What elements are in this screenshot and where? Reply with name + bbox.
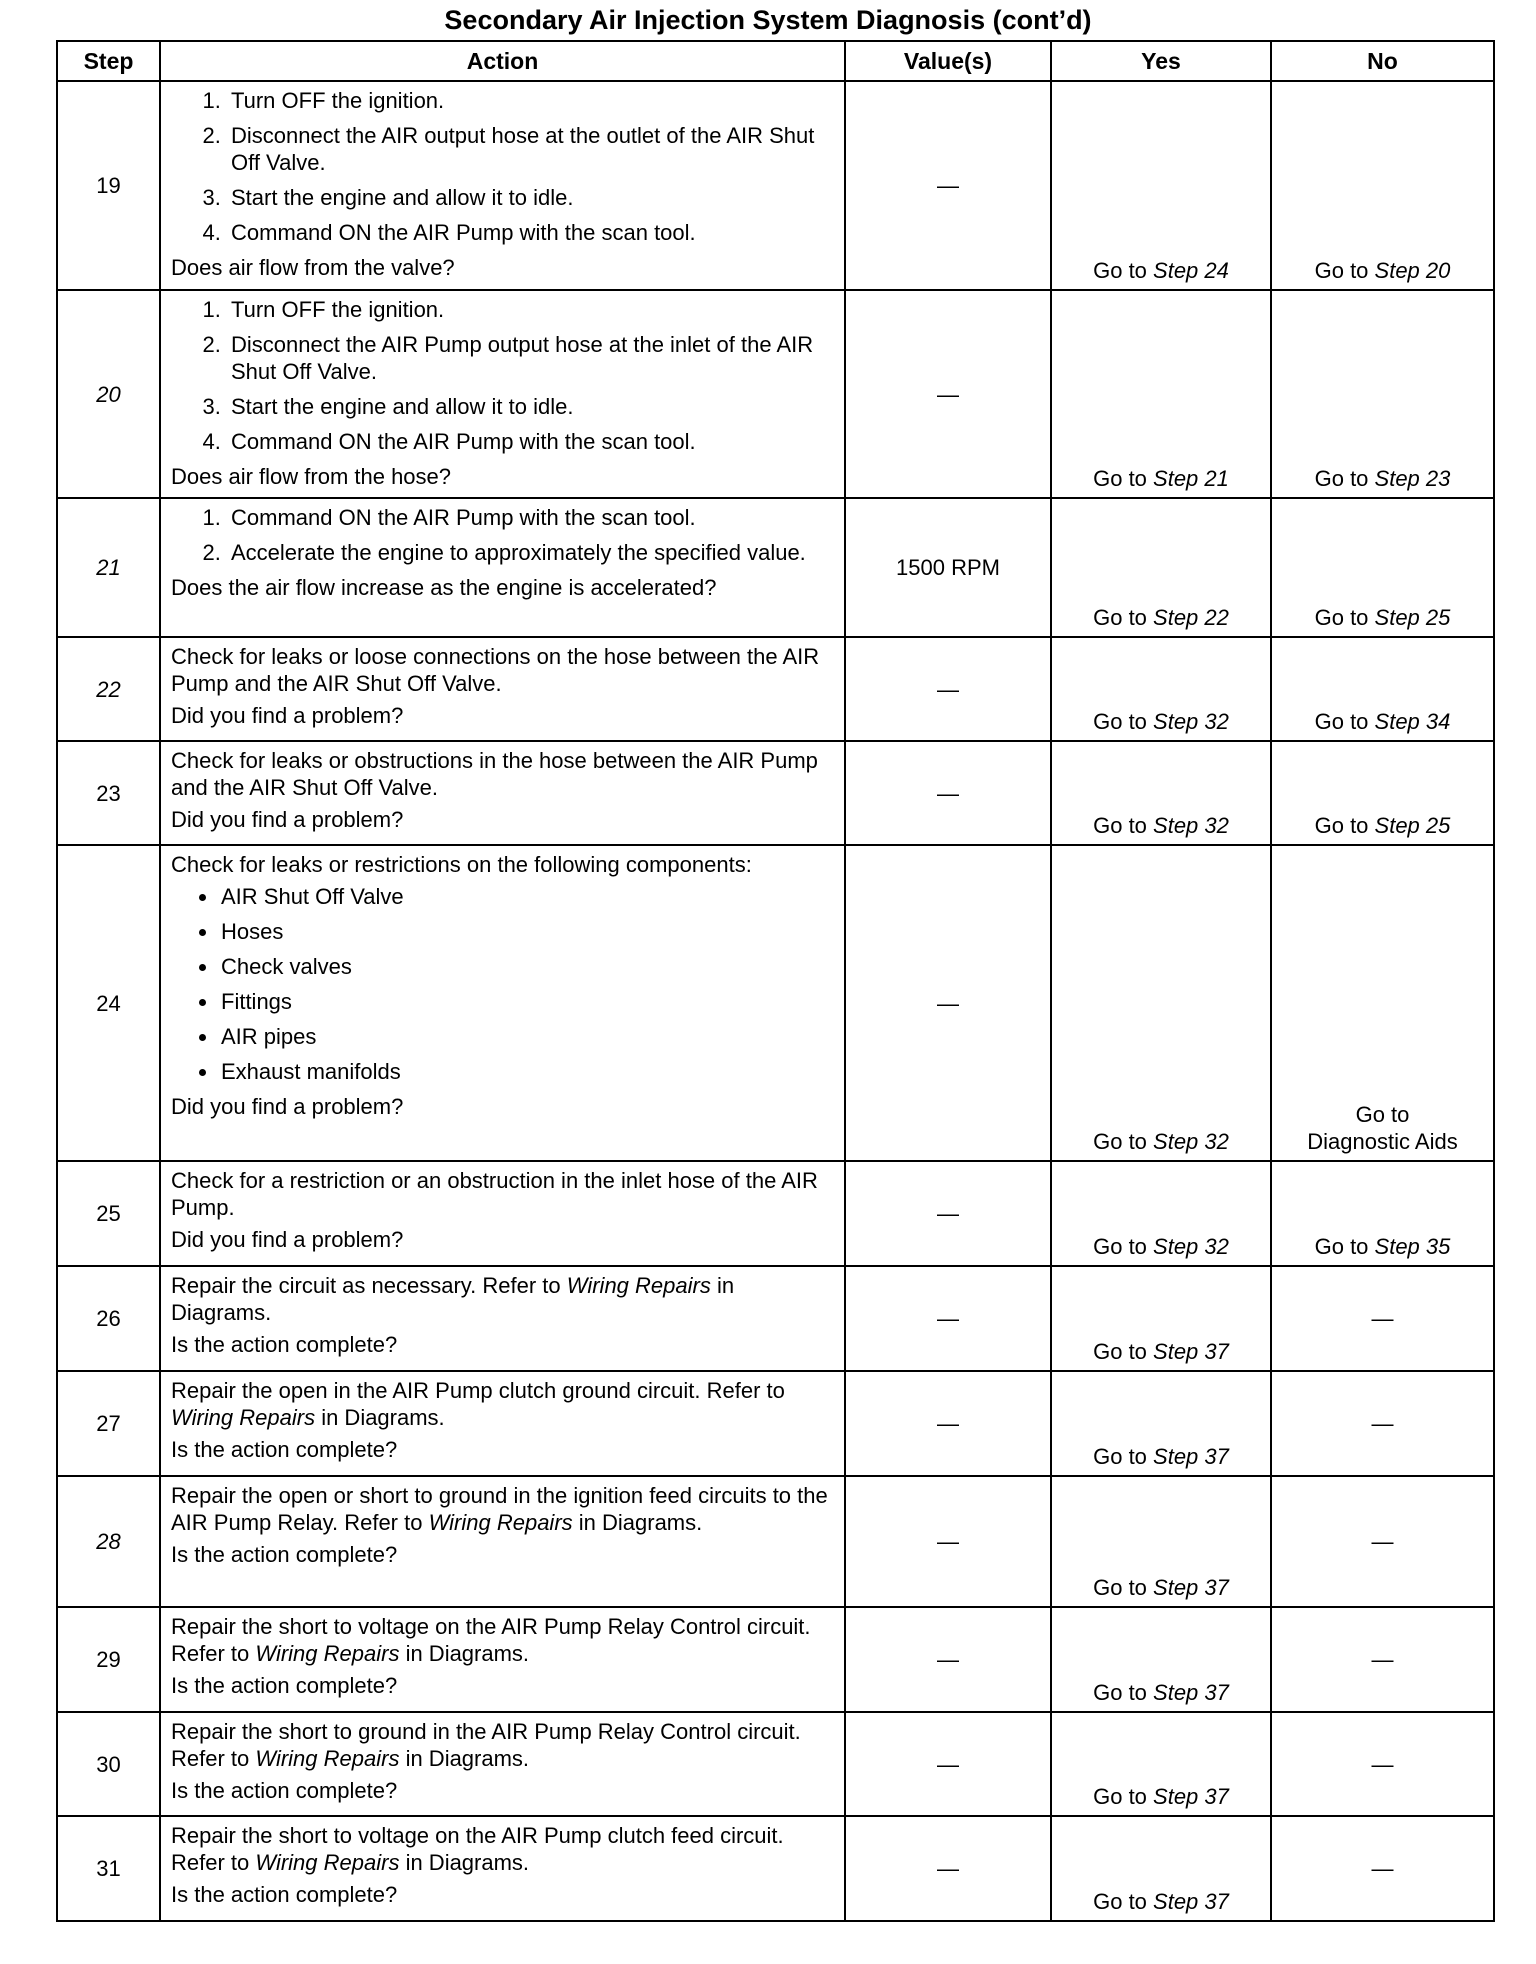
table-row [57,741,1494,845]
action-question: Did you find a problem? [171,1094,404,1119]
value-cell: — [845,1607,1051,1712]
value-cell: — [845,1266,1051,1371]
goto-step-ref: Step 23 [1374,466,1451,491]
yes-cell [1051,1712,1271,1816]
yes-cell [1051,1371,1271,1476]
action-question: Did you find a problem? [171,807,404,832]
instruction-text: in Diagrams. [572,1510,703,1535]
action-steps-list [171,296,834,455]
goto-step-ref: Step 37 [1153,1339,1229,1364]
table-row [57,1816,1494,1921]
goto-line: Go to [1355,1102,1410,1127]
action-step-item: 3. Start the engine and allow it to idle. [227,393,834,420]
value-cell: — [845,845,1051,1161]
goto-step-ref: Step 32 [1153,709,1229,734]
action-question: Is the action complete? [171,1778,398,1803]
step-number: 21 [57,498,160,637]
instruction-text: in Diagrams. [399,1746,530,1771]
action-cell [160,1816,845,1921]
value-cell: — [845,1161,1051,1266]
header-values: Value(s) [845,41,1051,81]
action-step-item: 2. Disconnect the AIR output hose at the outlet of the AIR Shut Off Valve. [227,122,834,176]
no-cell [1271,845,1494,1161]
no-cell: — [1271,1476,1494,1607]
yes-cell [1051,498,1271,637]
goto-prefix: Go to [1093,1784,1154,1809]
action-step-item: 4. Command ON the AIR Pump with the scan tool. [227,428,834,455]
no-cell [1271,498,1494,637]
yes-cell [1051,741,1271,845]
goto-prefix: Go to [1093,1444,1154,1469]
goto-prefix: Go to [1093,813,1154,838]
header-no: No [1271,41,1494,81]
step-number: 20 [57,290,160,498]
goto-reference [1093,813,1229,838]
table-row [57,1371,1494,1476]
action-question: Does the air flow increase as the engine is accelerated? [171,575,717,600]
table-row [57,637,1494,741]
goto-prefix: Go to [1314,258,1375,283]
no-cell [1271,81,1494,290]
action-step-item: 1. Command ON the AIR Pump with the scan tool. [227,504,834,531]
action-instruction [171,1718,834,1772]
action-instruction [171,1377,834,1431]
table-row [57,845,1494,1161]
action-instruction [171,1822,834,1876]
goto-step-ref: Step 21 [1153,466,1229,491]
goto-reference [1093,1444,1229,1469]
goto-prefix: Go to [1093,605,1154,630]
action-cell [160,1607,845,1712]
action-instruction [171,747,834,801]
component-item: • AIR Shut Off Valve [219,883,834,910]
header-row [57,41,1494,81]
table-row [57,1161,1494,1266]
wiring-repairs-reference: Wiring Repairs [255,1850,400,1875]
wiring-repairs-reference: Wiring Repairs [255,1641,400,1666]
instruction-text: Repair the short to voltage on the AIR Pump clutch feed circuit. Refer to [171,1823,784,1875]
goto-step-ref: Step 35 [1374,1234,1451,1259]
component-list [171,883,834,1085]
step-number: 25 [57,1161,160,1266]
yes-cell [1051,1266,1271,1371]
wiring-repairs-reference: Wiring Repairs [171,1405,316,1430]
goto-reference [1315,466,1451,491]
action-instruction [171,851,834,878]
step-number: 31 [57,1816,160,1921]
yes-cell [1051,1816,1271,1921]
no-cell [1271,290,1494,498]
action-step-item: 2. Disconnect the AIR Pump output hose at the inlet of the AIR Shut Off Valve. [227,331,834,385]
goto-step-ref: Step 25 [1374,605,1451,630]
no-cell [1271,741,1494,845]
action-question: Does air flow from the valve? [171,255,455,280]
goto-reference [1093,1129,1229,1154]
step-number: 22 [57,637,160,741]
action-instruction [171,1613,834,1667]
action-step-item: 1. Turn OFF the ignition. [227,296,834,323]
goto-prefix: Go to [1314,1234,1375,1259]
goto-prefix: Go to [1093,1339,1154,1364]
table-row [57,1476,1494,1607]
goto-step-ref: Step 25 [1374,813,1451,838]
goto-reference [1315,605,1451,630]
instruction-text: Repair the open in the AIR Pump clutch ground circuit. Refer to [171,1378,785,1403]
instruction-text: in Diagrams. [171,1273,735,1325]
goto-step-ref: Step 32 [1153,1234,1229,1259]
instruction-text: Repair the circuit as necessary. Refer to [171,1273,567,1298]
value-cell: — [845,1712,1051,1816]
goto-prefix: Go to [1093,709,1154,734]
table-row [57,1607,1494,1712]
value-cell: — [845,1476,1051,1607]
goto-step-ref: Step 32 [1153,813,1229,838]
action-question: Is the action complete? [171,1882,398,1907]
no-cell: — [1271,1607,1494,1712]
action-cell [160,290,845,498]
no-cell: — [1271,1816,1494,1921]
step-number: 29 [57,1607,160,1712]
goto-prefix: Go to [1093,1129,1154,1154]
goto-step-ref: Step 24 [1153,258,1229,283]
component-item: • Hoses [219,918,834,945]
action-instruction [171,1167,834,1221]
goto-step-ref: Step 22 [1153,605,1229,630]
action-question: Is the action complete? [171,1332,398,1357]
component-item: • Check valves [219,953,834,980]
goto-reference [1093,1339,1229,1364]
goto-reference [1093,605,1229,630]
no-cell: — [1271,1712,1494,1816]
action-instruction [171,1272,834,1326]
action-steps-list [171,87,834,246]
yes-cell [1051,1476,1271,1607]
action-cell [160,1266,845,1371]
no-cell: — [1271,1371,1494,1476]
wiring-repairs-reference: Wiring Repairs [255,1746,400,1771]
action-question: Does air flow from the hose? [171,464,452,489]
value-cell: — [845,290,1051,498]
action-cell [160,741,845,845]
goto-prefix: Go to [1093,258,1154,283]
goto-step-ref: Step 37 [1153,1680,1229,1705]
page-title: Secondary Air Injection System Diagnosis (cont’d) [444,5,1092,35]
wiring-repairs-reference: Wiring Repairs [566,1273,711,1298]
goto-step-ref: Step 20 [1374,258,1451,283]
value-cell: 1500 RPM [845,498,1051,637]
goto-line: Diagnostic Aids [1307,1129,1458,1154]
goto-step-ref: Step 37 [1153,1889,1229,1914]
goto-prefix: Go to [1314,466,1375,491]
yes-cell [1051,845,1271,1161]
action-step-item: 1. Turn OFF the ignition. [227,87,834,114]
value-cell: — [845,637,1051,741]
instruction-text: Check for leaks or loose connections on the hose between the AIR Pump and the AIR Shut Off Valve. [171,644,820,696]
yes-cell [1051,1161,1271,1266]
diagnosis-table [56,40,1495,1922]
goto-reference [1315,1234,1451,1259]
action-question: Is the action complete? [171,1437,398,1462]
action-steps-list [171,504,834,566]
instruction-text: Check for leaks or restrictions on the following components: [171,852,752,877]
value-cell: — [845,1371,1051,1476]
goto-reference [1093,1575,1229,1600]
table-row [57,81,1494,290]
action-cell [160,845,845,1161]
action-step-item: 2. Accelerate the engine to approximately the specified value. [227,539,834,566]
no-cell [1271,1161,1494,1266]
goto-prefix: Go to [1093,466,1154,491]
action-cell [160,1161,845,1266]
goto-step-ref: Step 37 [1153,1575,1229,1600]
step-number: 28 [57,1476,160,1607]
instruction-text: Repair the open or short to ground in the ignition feed circuits to the AIR Pump Relay. Refer to [171,1483,828,1535]
instruction-text: Repair the short to voltage on the AIR Pump Relay Control circuit. Refer to [171,1614,811,1666]
component-item: • Exhaust manifolds [219,1058,834,1085]
action-question: Is the action complete? [171,1542,398,1567]
table-row [57,498,1494,637]
header-step: Step [57,41,160,81]
instruction-text: Check for leaks or obstructions in the hose between the AIR Pump and the AIR Shut Off Valve. [171,748,818,800]
component-item: • AIR pipes [219,1023,834,1050]
step-number: 23 [57,741,160,845]
goto-reference [1093,1784,1229,1809]
value-cell: — [845,81,1051,290]
step-number: 24 [57,845,160,1161]
component-item: • Fittings [219,988,834,1015]
instruction-text: in Diagrams. [399,1641,530,1666]
action-question: Did you find a problem? [171,1227,404,1252]
instruction-text: Repair the short to ground in the AIR Pump Relay Control circuit. Refer to [171,1719,801,1771]
action-cell [160,1371,845,1476]
step-number: 27 [57,1371,160,1476]
value-cell: — [845,1816,1051,1921]
goto-prefix: Go to [1314,709,1375,734]
yes-cell [1051,81,1271,290]
goto-reference [1315,709,1451,734]
value-cell: — [845,741,1051,845]
step-number: 19 [57,81,160,290]
no-cell: — [1271,1266,1494,1371]
goto-prefix: Go to [1093,1234,1154,1259]
goto-prefix: Go to [1093,1575,1154,1600]
action-instruction [171,643,834,697]
action-cell [160,498,845,637]
yes-cell [1051,1607,1271,1712]
goto-prefix: Go to [1314,605,1375,630]
action-question: Did you find a problem? [171,703,404,728]
instruction-text: in Diagrams. [399,1850,530,1875]
goto-reference [1093,258,1229,283]
header-yes: Yes [1051,41,1271,81]
goto-reference [1093,466,1229,491]
action-cell [160,1712,845,1816]
goto-prefix: Go to [1314,813,1375,838]
goto-reference [1093,709,1229,734]
goto-reference [1315,258,1451,283]
instruction-text: Check for a restriction or an obstruction in the inlet hose of the AIR Pump. [171,1168,818,1220]
goto-step-ref: Step 37 [1153,1444,1229,1469]
action-step-item: 4. Command ON the AIR Pump with the scan tool. [227,219,834,246]
table-row [57,1712,1494,1816]
instruction-text: in Diagrams. [315,1405,445,1430]
goto-step-ref: Step 34 [1374,709,1451,734]
goto-prefix: Go to [1093,1889,1154,1914]
action-question: Is the action complete? [171,1673,398,1698]
step-number: 26 [57,1266,160,1371]
table-row [57,290,1494,498]
goto-reference [1093,1889,1229,1914]
action-step-item: 3. Start the engine and allow it to idle. [227,184,834,211]
goto-step-ref: Step 37 [1153,1784,1229,1809]
yes-cell [1051,637,1271,741]
yes-cell [1051,290,1271,498]
no-cell [1271,637,1494,741]
goto-step-ref: Step 32 [1153,1129,1229,1154]
goto-reference [1093,1234,1229,1259]
action-cell [160,637,845,741]
header-action: Action [160,41,845,81]
goto-reference [1093,1680,1229,1705]
action-cell [160,81,845,290]
table-row [57,1266,1494,1371]
goto-reference [1315,813,1451,838]
action-cell [160,1476,845,1607]
goto-prefix: Go to [1093,1680,1154,1705]
wiring-repairs-reference: Wiring Repairs [428,1510,573,1535]
step-number: 30 [57,1712,160,1816]
action-instruction [171,1482,834,1536]
